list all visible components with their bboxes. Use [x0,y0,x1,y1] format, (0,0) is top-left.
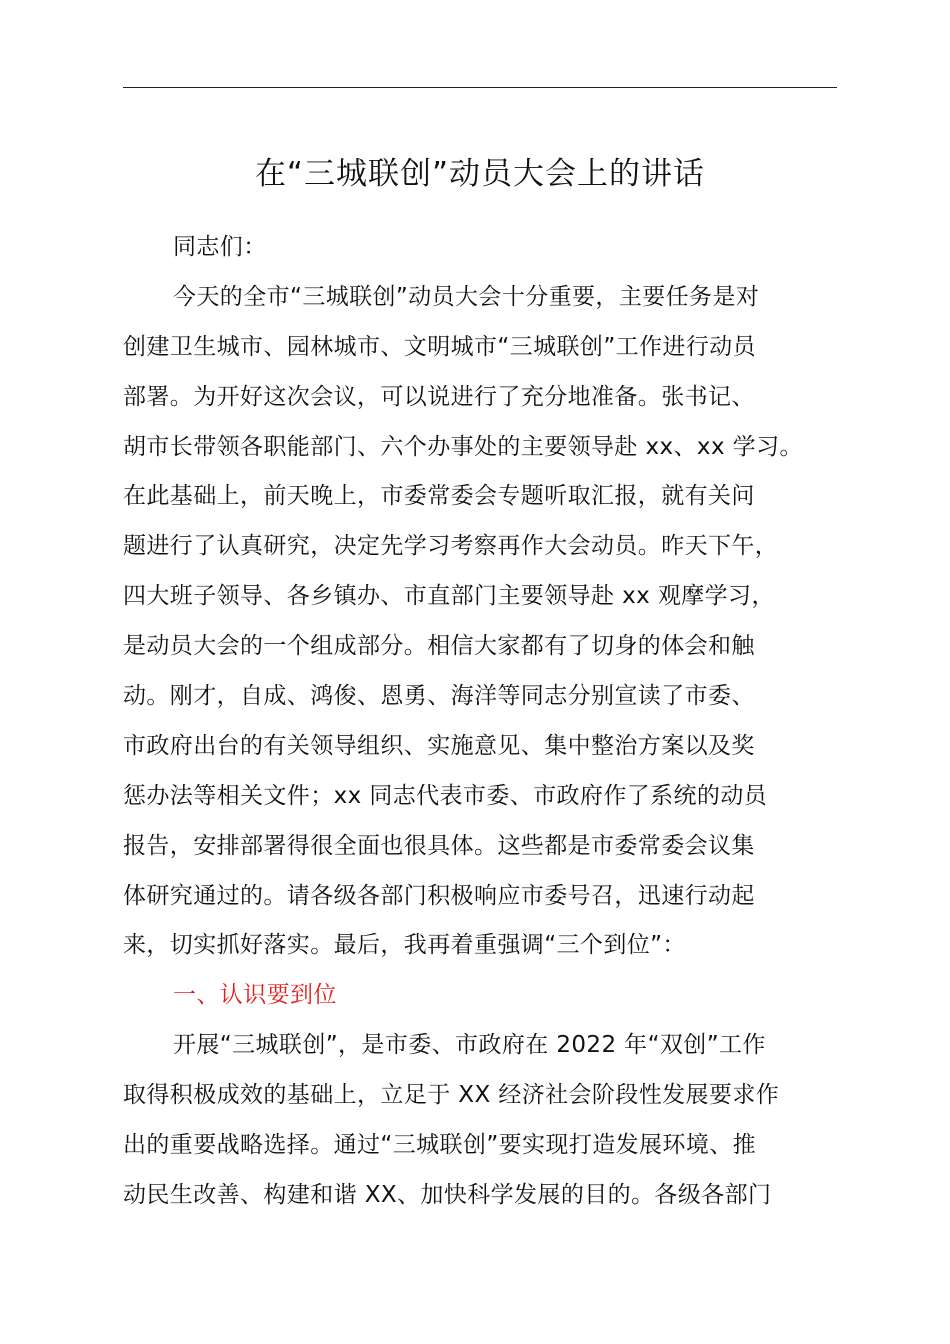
paragraph-line: 报告，安排部署得很全面也很具体。这些都是市委常委会议集 [123,832,755,859]
paragraph-line: 创建卫生城市、园林城市、文明城市“三城联创”工作进行动员 [123,333,757,360]
paragraph-line: 胡市长带领各职能部门、六个办事处的主要领导赴 xx、xx 学习。 [123,433,803,460]
section-heading: 一、认识要到位 [173,982,337,1009]
section-paragraph-line: 出的重要战略选择。通过“三城联创”要实现打造发展环境、推 [123,1132,757,1159]
paragraph-line: 题进行了认真研究，决定先学习考察再作大会动员。昨天下午， [123,533,779,560]
document-title: 在“三城联创”动员大会上的讲话 [254,156,706,192]
header-rule [123,87,837,88]
salutation: 同志们： [173,234,267,260]
paragraph-line: 是动员大会的一个组成部分。相信大家都有了切身的体会和触 [123,633,755,660]
section-paragraph-line: 取得积极成效的基础上，立足于 XX 经济社会阶段性发展要求作 [123,1082,780,1109]
paragraph-line: 惩办法等相关文件；xx 同志代表市委、市政府作了系统的动员 [123,782,768,809]
paragraph-line: 四大班子领导、各乡镇办、市直部门主要领导赴 xx 观摩学习， [123,583,775,610]
document-body [123,223,837,1221]
paragraph-line: 动。刚才，自成、鸿俊、恩勇、海洋等同志分别宣读了市委、 [123,683,755,710]
paragraph-line: 体研究通过的。请各级各部门积极响应市委号召，迅速行动起 [123,882,755,909]
paragraph-line: 部署。为开好这次会议，可以说进行了充分地准备。张书记、 [123,383,755,410]
paragraph-line: 在此基础上，前天晚上，市委常委会专题听取汇报，就有关问 [123,483,755,510]
paragraph-line: 来，切实抓好落实。最后，我再着重强调“三个到位”： [123,932,686,959]
paragraph-line: 今天的全市“三城联创”动员大会十分重要，主要任务是对 [173,283,760,310]
section-paragraph-line: 开展“三城联创”，是市委、市政府在 2022 年“双创”工作 [173,1032,766,1059]
paragraph-line: 市政府出台的有关领导组织、实施意见、集中整治方案以及奖 [123,732,755,759]
section-paragraph-line: 动民生改善、构建和谐 XX、加快科学发展的目的。各级各部门 [123,1181,772,1208]
